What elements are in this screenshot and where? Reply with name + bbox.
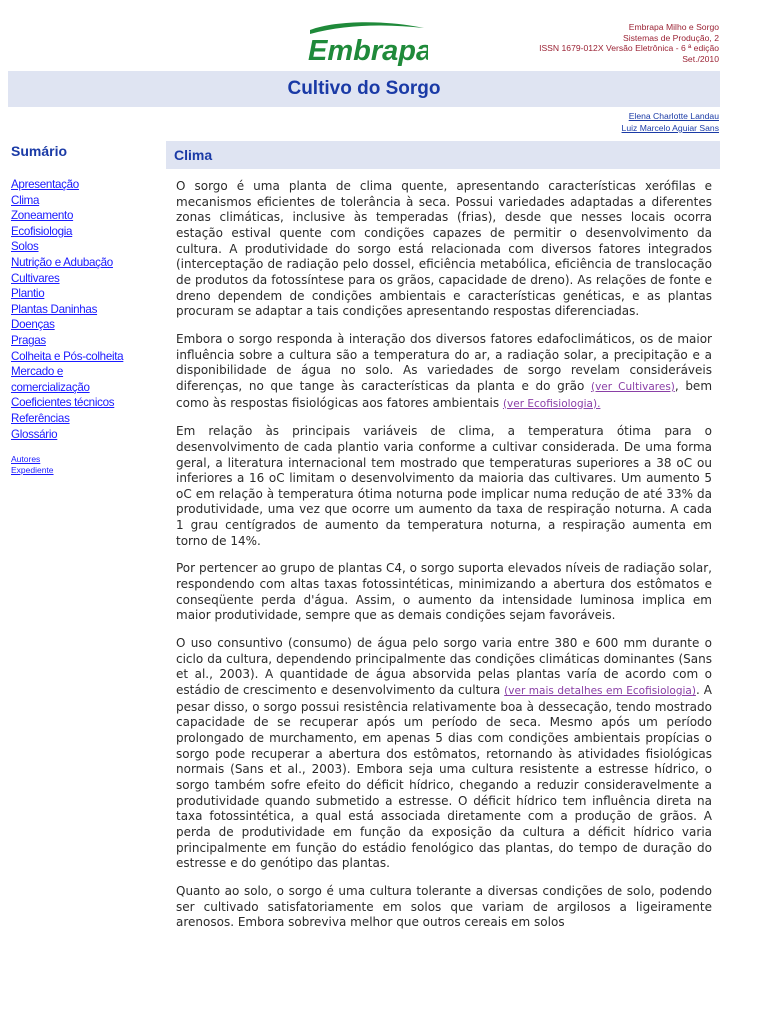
embrapa-logo [306,20,428,68]
paragraph-text: , bem como às respostas fisiológicas aos fatores ambientais [176,378,713,410]
pub-line: ISSN 1679-012X Versão Eletrônica - 6 ª edição [539,43,719,54]
sidebar-item-coeficientes[interactable]: Coeficientes técnicos [11,396,115,410]
paragraph-text: O uso consuntivo (consumo) de água pelo sorgo varia entre 380 e 600 mm durante o ciclo da cultura, dependendo principalmente das condições climáticas dominantes (Sans et al., 2003). A quantidade de água absorvida pelas plantas varía de acordo com o estádio de crescimento e desenvolvimento da cultura [176,636,712,698]
sidebar-item-solos[interactable]: Solos [11,240,39,254]
paragraph [176,332,712,412]
sidebar-item-plantas-daninhas[interactable]: Plantas Daninhas [11,302,98,316]
paragraph: Por pertencer ao grupo de plantas C4, o sorgo suporta elevados níveis de radiação solar, respondendo com altas taxas fotossintéticas, minimizando a abertura dos estômatos e conseqüente perda d'água. Assim, o aumento da intensidade luminosa implica em maior produtividade, sempre que as demais condições sejam favoráveis. [176,561,712,623]
logo-wordmark: Embrapa [308,35,428,67]
link-ver-cultivares[interactable]: (ver Cultivares) [590,380,675,393]
sidebar-item-cultivares[interactable]: Cultivares [11,271,60,285]
paragraph [176,636,712,872]
title-bar [8,71,720,107]
sidebar-item-zoneamento[interactable]: Zoneamento [11,209,74,223]
sidebar-nav [11,177,161,442]
autores-link[interactable]: Autores [11,454,41,465]
sidebar-heading: Sumário [11,143,68,159]
page-title: Cultivo do Sorgo [287,78,441,99]
paragraph: Quanto ao solo, o sorgo é uma cultura tolerante a diversas condições de solo, podendo ser cultivado satisfatoriamente em solos que variam de argilosos a ligeiramente arenosos. Embora sobreviva melhor que outros cereais em solos [176,883,712,930]
sidebar [11,141,161,476]
paragraph: O sorgo é uma planta de clima quente, apresentando características xerófilas e mecanismos eficientes de tolerância à seca. Possui variedades adaptadas a diferentes zonas climáticas, inclusive às temperadas (frias), desde que nesses locais ocorra estação estival quente com condições capazes de permitir o desenvolvimento da cultura. A produtividade do sorgo está relacionada com diversos fatores integrados (interceptação de radiação pelo dossel, eficiência metabólica, eficiência de translocação de produtos da fotossíntese para os grãos, capacidade de dreno). As relações de fonte e dreno dependem de condições ambientais e características genéticas, e as plantas procuram se adaptar a tais condições apresentando respostas diferenciadas. [176,179,712,319]
sidebar-item-glossario[interactable]: Glossário [11,427,58,441]
authors [622,110,719,134]
author-link[interactable]: Elena Charlotte Landau [628,111,719,121]
sidebar-item-apresentacao[interactable]: Apresentação [11,178,79,191]
link-ver-mais-detalhes[interactable]: (ver mais detalhes em Ecofisiologia) [504,685,696,698]
sidebar-item-plantio[interactable]: Plantio [11,287,45,301]
sidebar-small-links [11,454,161,476]
sidebar-item-ecofisiologia[interactable]: Ecofisiologia [11,224,73,238]
sidebar-item-referencias[interactable]: Referências [11,411,70,425]
publication-info [539,22,719,64]
sidebar-item-pragas[interactable]: Pragas [11,333,46,347]
pub-line: Set./2010 [682,53,719,64]
author-link[interactable]: Luiz Marcelo Aguiar Sans [621,123,719,133]
expediente-link[interactable]: Expediente [11,465,54,476]
sidebar-item-nutricao[interactable]: Nutrição e Adubação [11,255,113,269]
paragraph-text: Embora o sorgo responda à interação dos diversos fatores edafoclimáticos, os de maior influência sobre a cultura são a temperatura do ar, a radiação solar, a precipitação e a disponibilidade de água no solo. As variedades de sorgo revelam consideráveis diferenças, no que tange às características da planta e do grão [176,331,712,393]
sidebar-item-clima[interactable]: Clima [11,193,40,207]
pub-line: Sistemas de Produção, 2 [622,32,719,43]
paragraph-text: . A pesar disso, o sorgo possui resistência relativamente boa à dessecação, tendo mostrado capacidade de se recuperar após um período de seca. Mesmo após um período prolongado de murchamento, em apenas 5 dias com condições ambientais propícias o sorgo pode recuperar a abertura dos estômatos, retornando às atividades fisiológicas normais (Sans et al., 2003). Embora seja uma cultura resistente a estresse hídrico, o sorgo também sofre efeito do déficit hídrico, chegando a reduzir consideravelmente a produtividade quando submetido a estresse. O déficit hídrico tem influência direta na taxa fotossintética, a qual está associada diretamente com a produção de grãos. A perda de produtividade em função da exposição da cultura a déficit hídrico varia principalmente em função do estádio fenológico das plantas, do tempo de duração do estresse e do genótipo das plantas. [176,683,712,871]
pub-line: Embrapa Milho e Sorgo [628,22,719,32]
link-ver-ecofisiologia[interactable]: (ver Ecofisiologia). [502,397,601,410]
paragraph: Em relação às principais variáveis de clima, a temperatura ótima para o desenvolvimento de cada plantio varia conforme a cultivar considerada. De uma forma geral, a literatura internacional tem mostrado que temperaturas superiores a 38 oC ou inferiores a 16 oC limitam o desenvolvimento da maioria das cultivares. Um aumento 5 oC em relação à temperatura ótima noturna pode implicar numa redução de até 33% da produtividade, uma vez que ocorre um aumento da taxa de respiração noturna. A cada 1 grau centígrados de aumento da temperatura noturna, a respiração aumenta em torno de 14%. [176,424,712,548]
main-content [166,141,720,943]
sidebar-item-colheita[interactable]: Colheita e Pós-colheita [11,349,124,363]
sidebar-item-doencas[interactable]: Doenças [11,318,55,332]
article-body [166,169,720,931]
sidebar-item-comercializacao[interactable]: comercialização [11,380,90,394]
sidebar-item-mercado[interactable]: Mercado e [11,365,64,379]
section-title: Clima [166,141,720,169]
